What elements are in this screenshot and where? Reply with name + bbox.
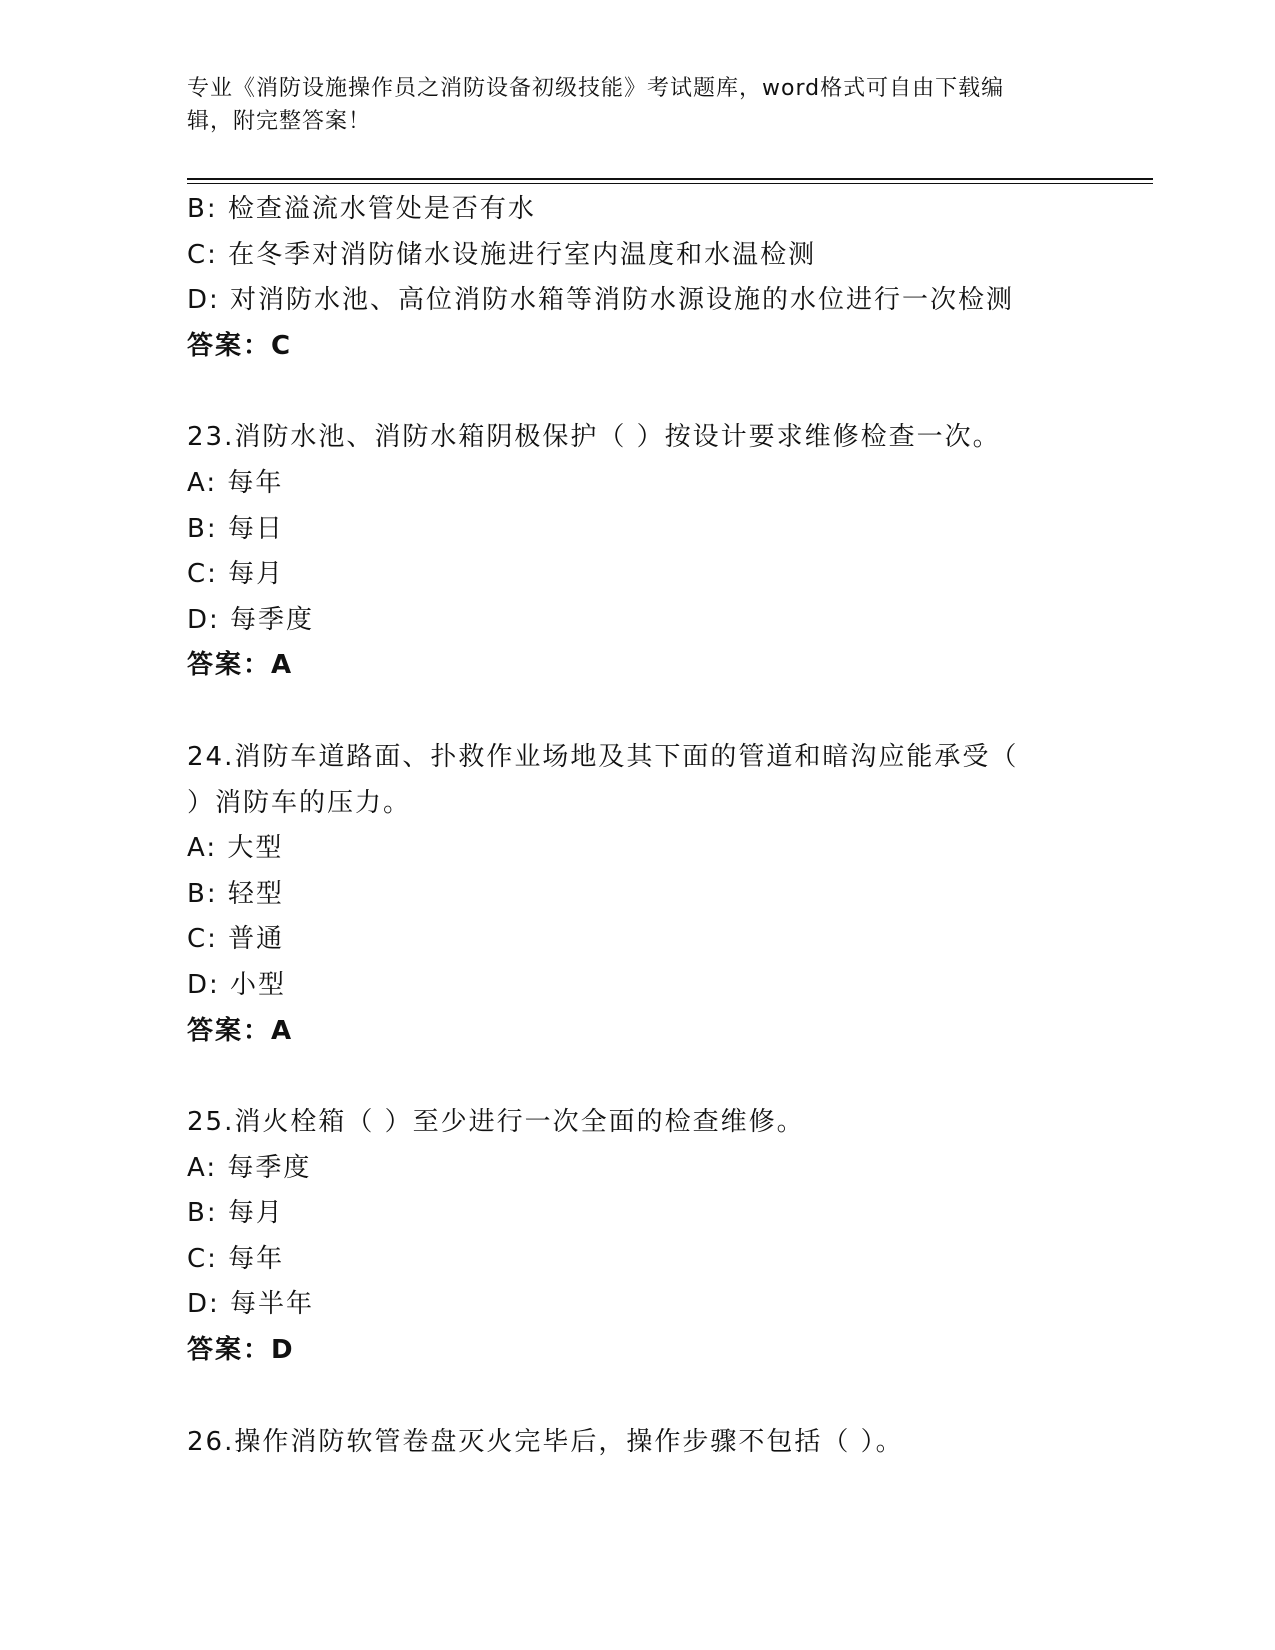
option-a: A: 每年 (187, 467, 284, 498)
option-c: C: 普通 (187, 924, 285, 955)
question-22-continued (187, 187, 1167, 369)
option-b: B: 每日 (187, 513, 284, 544)
document-header (187, 72, 1087, 138)
answer: 答案：D (187, 1335, 295, 1366)
header-line-2: 辑，附完整答案！ (187, 109, 372, 134)
question-stem-line-1: 24.消防车道路面、扑救作业场地及其下面的管道和暗沟应能承受（ (187, 741, 1019, 772)
spacer (187, 689, 1167, 735)
option-d: D: 每半年 (187, 1289, 315, 1320)
option-a: A: 大型 (187, 833, 284, 864)
question-stem: 23.消防水池、消防水箱阴极保护（ ）按设计要求维修检查一次。 (187, 422, 1001, 453)
answer: 答案：A (187, 1015, 294, 1046)
answer: 答案：C (187, 330, 293, 361)
question-24 (187, 735, 1167, 1054)
answer: 答案：A (187, 650, 294, 681)
header-line-1: 专业《消防设施操作员之消防设备初级技能》考试题库，word格式可自由下载编 (187, 76, 1005, 101)
header-rule-thin (187, 183, 1153, 184)
option-d: D: 对消防水池、高位消防水箱等消防水源设施的水位进行一次检测 (187, 285, 1015, 316)
question-23 (187, 415, 1167, 689)
spacer (187, 1054, 1167, 1100)
option-b: B: 每月 (187, 1198, 284, 1229)
option-c: C: 每年 (187, 1243, 285, 1274)
question-25 (187, 1100, 1167, 1374)
question-stem: 26.操作消防软管卷盘灭火完毕后，操作步骤不包括（ ）。 (187, 1426, 904, 1457)
question-stem-line-2: ）消防车的压力。 (187, 787, 412, 818)
option-a: A: 每季度 (187, 1152, 312, 1183)
question-list (187, 187, 1167, 1465)
option-d: D: 小型 (187, 969, 287, 1000)
question-26 (187, 1420, 1167, 1466)
option-c: C: 在冬季对消防储水设施进行室内温度和水温检测 (187, 239, 817, 270)
option-d: D: 每季度 (187, 604, 315, 635)
question-stem: 25.消火栓箱（ ）至少进行一次全面的检查维修。 (187, 1107, 805, 1138)
header-rule-thick (187, 178, 1153, 180)
spacer (187, 369, 1167, 415)
option-b: B: 检查溢流水管处是否有水 (187, 194, 536, 224)
option-c: C: 每月 (187, 559, 285, 590)
option-b: B: 轻型 (187, 878, 284, 909)
spacer (187, 1374, 1167, 1420)
